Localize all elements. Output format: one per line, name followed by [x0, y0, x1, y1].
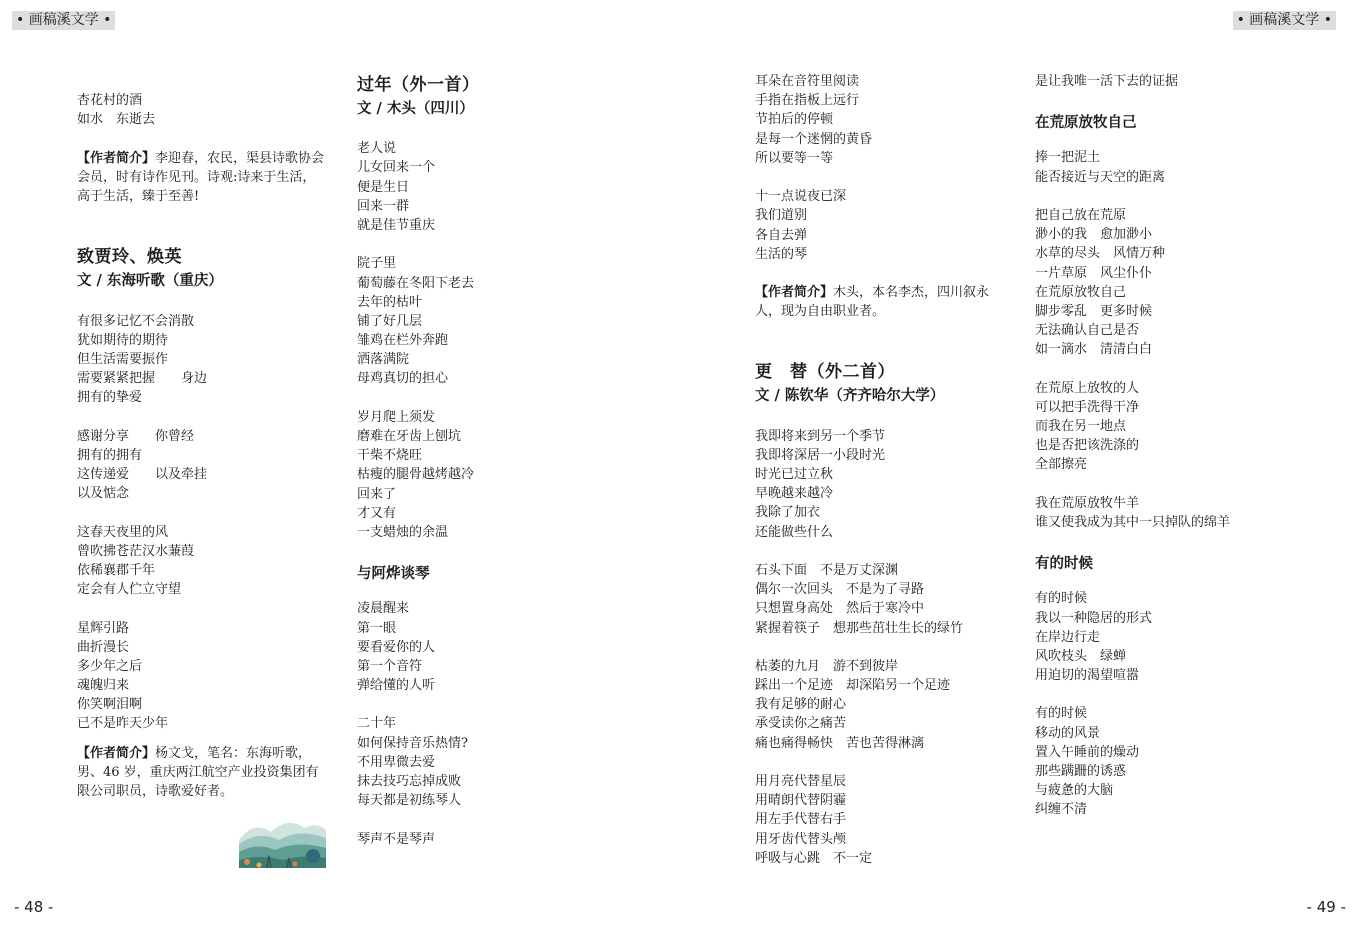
- poem-line: 感谢分享 你曾经: [77, 428, 195, 444]
- poem-line: 星辉引路: [77, 620, 130, 636]
- poem-body: [77, 312, 339, 734]
- header-journal-tag-left: • 画稿溪文学 •: [12, 11, 115, 30]
- stanza: [755, 72, 1025, 168]
- column-1: [77, 72, 339, 801]
- bio-label: 【作者简介】: [77, 745, 156, 761]
- poem-line: 是每一个迷惘的黄昏: [755, 131, 873, 147]
- stanza: [77, 523, 339, 600]
- poem-line: 弹给懂的人听: [357, 678, 436, 694]
- poem-line: 才又有: [357, 505, 397, 521]
- poem-line: 干柴不烧旺: [357, 448, 423, 464]
- poem-line: 已不是昨天少年: [77, 716, 169, 732]
- poem-line: 需要紧紧把握 身边: [77, 371, 208, 387]
- poem-line: 魂魄归来: [77, 678, 130, 694]
- poem-line: 枯萎的九月 游不到彼岸: [755, 658, 899, 674]
- poem-line: 捧一把泥土: [1035, 150, 1101, 166]
- stanza: [755, 772, 1025, 868]
- poem-author: 文 / 东海听歌（重庆）: [77, 272, 223, 290]
- poem-line: 洒落满院: [357, 352, 410, 368]
- poem-line: 院子里: [357, 256, 397, 272]
- poem-line: 与疲惫的大脑: [1035, 783, 1114, 799]
- poem-line: 那些蹒跚的诱惑: [1035, 764, 1127, 779]
- intro-lines: [1035, 72, 1315, 91]
- poem-line: 早晚越来越冷: [755, 486, 834, 502]
- poem-body: [1035, 148, 1315, 532]
- poem-line: 你笑啊泪啊: [77, 697, 143, 713]
- intro-lines: [77, 91, 339, 129]
- page-number-left: - 48 -: [14, 898, 54, 916]
- poem-line: 便是生日: [357, 179, 410, 195]
- poem-line: 岁月爬上须发: [357, 409, 436, 425]
- poem-line: 我即将深居一小段时光: [755, 447, 886, 463]
- poem-line: 我有足够的耐心: [755, 697, 847, 713]
- poem-line: 也是否把该洗涤的: [1035, 438, 1140, 454]
- poem-line: 而我在另一地点: [1035, 419, 1127, 434]
- poem-line: 把自己放在荒原: [1035, 207, 1127, 223]
- poem-line: 时光已过立秋: [755, 467, 834, 483]
- author-bio: [755, 283, 1005, 321]
- poem-line: 老人说: [357, 141, 397, 157]
- poem-line: 要看爱你的人: [357, 639, 436, 655]
- poem-body: [755, 72, 1025, 283]
- poem-line: 依稀襄郡千年: [77, 562, 156, 578]
- poem-body: [1035, 589, 1315, 819]
- poem-line: 石头下面 不是万丈深渊: [755, 562, 899, 578]
- author-bio: [77, 744, 327, 802]
- poem-line: 不用卑微去爱: [357, 754, 436, 770]
- bio-label: 【作者简介】: [77, 150, 156, 166]
- poem-line: 有的时候: [1035, 706, 1088, 722]
- stanza: [357, 139, 619, 235]
- poem-line: 抹去技巧忘掉成败: [357, 774, 462, 789]
- poem-line: 耳朵在音符里阅读: [755, 74, 860, 89]
- poem-line: 磨难在牙齿上刨坑: [357, 429, 462, 444]
- page-number-right: - 49 -: [1306, 898, 1346, 916]
- stanza: [357, 714, 619, 810]
- poem-line: 只想置身高处 然后于寒冷中: [755, 601, 925, 617]
- poem-line: 用月亮代替星辰: [755, 774, 847, 790]
- poem-line: 紧握着筷子 想那些茁壮生长的绿竹: [755, 620, 964, 636]
- poem-line: 移动的风景: [1035, 725, 1101, 741]
- poem-line: 节拍后的停顿: [755, 112, 834, 128]
- poem-line: 有的时候: [1035, 591, 1088, 607]
- stanza: [77, 312, 339, 408]
- poem-line: 在荒原放牧自己: [1035, 284, 1127, 300]
- poem-title: 致贾玲、焕英: [77, 247, 182, 268]
- poem-line: 承受读你之痛苦: [755, 716, 847, 732]
- poem-line: 痛也痛得畅快 苦也苦得淋漓: [755, 735, 925, 751]
- poem-line: 拥有的挚爱: [77, 390, 143, 406]
- column-2: [357, 72, 619, 849]
- column-4: [1035, 72, 1315, 820]
- poem-line: 第一个音符: [357, 658, 423, 674]
- bio-text: 李迎春，农民，渠县诗歌协会会员，时有诗作见刊。诗观:诗来于生活，高于生活，臻于至善!: [77, 150, 325, 205]
- poem-line: 凌晨醒来: [357, 601, 410, 617]
- poem-line: 渺小的我 愈加渺小: [1035, 227, 1153, 243]
- stanza: [77, 427, 339, 504]
- poem-line: 我们道别: [755, 208, 808, 224]
- poem-line: 一支蜡烛的余温: [357, 524, 449, 540]
- poem-line: 可以把手洗得干净: [1035, 399, 1140, 415]
- poem-line: 如一滴水 清清白白: [1035, 342, 1153, 358]
- poem-line: 以及惦念: [77, 486, 130, 502]
- poem-title: 过年（外一首）: [357, 75, 480, 95]
- poem-line: 我除了加衣: [755, 505, 821, 521]
- poem-line: 犹如期待的期待: [77, 332, 169, 348]
- stanza: [1035, 589, 1315, 685]
- poem-title: 有的时候: [1035, 555, 1093, 573]
- poem-line: 纠缠不清: [1035, 802, 1088, 818]
- bio-label: 【作者简介】: [755, 285, 834, 301]
- poem-line: 呼吸与心跳 不一定: [755, 850, 873, 866]
- poem-line: 是让我唯一活下去的证据: [1035, 74, 1179, 89]
- poem-line: 如水 东逝去: [77, 112, 156, 128]
- stanza: [357, 408, 619, 542]
- poem-title: 更 替（外二首）: [755, 362, 895, 383]
- poem-line: 用左手代替右手: [755, 812, 847, 828]
- poem-title: 在荒原放牧自己: [1035, 114, 1137, 132]
- poem-line: 曾吹拂苍茫汉水蒹葭: [77, 543, 195, 559]
- poem-line: 还能做些什么: [755, 524, 834, 540]
- stanza: [357, 599, 619, 695]
- bio-text: 杨文戈，笔名：东海听歌，男、46 岁，重庆两江航空产业投资集团有限公司职员，诗歌爱好者。: [77, 745, 319, 800]
- poem-line: 置入午睡前的燥动: [1035, 744, 1140, 760]
- poem-line: 全部擦亮: [1035, 457, 1088, 473]
- poem-line: 十一点说夜已深: [755, 189, 847, 205]
- poem-line: 曲折漫长: [77, 639, 130, 655]
- poem-line: 在岸边行走: [1035, 629, 1101, 645]
- poem-line: 定会有人伫立守望: [77, 582, 182, 598]
- poem-body: [755, 427, 1025, 868]
- poem-body: [357, 139, 619, 542]
- poem-line: 能否接近与天空的距离: [1035, 169, 1166, 185]
- poem-line: 在荒原上放牧的人: [1035, 380, 1140, 396]
- poem-line: 枯瘦的腿骨越烤越冷: [357, 467, 475, 483]
- poem-line: 风吹枝头 绿蝉: [1035, 648, 1127, 664]
- poem-line: 雏鸡在栏外奔跑: [357, 333, 449, 349]
- stanza: [1035, 494, 1315, 532]
- poem-line: 二十年: [357, 716, 397, 732]
- poem-title: 与阿烨谈琴: [357, 565, 430, 583]
- poem-line: 谁又使我成为其中一只掉队的绵羊: [1035, 514, 1231, 530]
- stanza: [357, 830, 619, 849]
- poem-line: 水草的尽头 风情万种: [1035, 246, 1166, 262]
- poem-line: 葡萄藤在冬阳下老去: [357, 275, 475, 291]
- poem-line: 琴声不是琴声: [357, 831, 436, 847]
- stanza: [1035, 379, 1315, 475]
- poem-line: 但生活需要振作: [77, 351, 169, 367]
- poem-line: 手指在指板上远行: [755, 93, 860, 109]
- author-bio: [77, 149, 327, 207]
- poem-line: 偶尔一次回头 不是为了寻路: [755, 582, 925, 598]
- poem-line: 去年的枯叶: [357, 294, 423, 310]
- poem-line: 就是佳节重庆: [357, 217, 436, 233]
- poem-line: 用晴朗代替阴霾: [755, 793, 847, 809]
- poem-line: 所以要等一等: [755, 150, 834, 166]
- poem-line: 杏花村的酒: [77, 93, 143, 109]
- poem-line: 回来了: [357, 486, 397, 502]
- stanza: [755, 657, 1025, 753]
- stanza: [1035, 148, 1315, 186]
- stanza: [755, 561, 1025, 638]
- poem-line: 生活的琴: [755, 246, 808, 262]
- poem-author: 文 / 木头（四川）: [357, 100, 474, 117]
- poem-line: 用牙齿代替头颅: [755, 831, 847, 847]
- header-journal-tag-right: • 画稿溪文学 •: [1233, 11, 1336, 30]
- stanza: [357, 254, 619, 388]
- stanza: [1035, 704, 1315, 819]
- poem-line: 儿女回来一个: [357, 160, 436, 176]
- poem-line: 如何保持音乐热情?: [357, 735, 468, 751]
- stanza: [77, 619, 339, 734]
- column-3: [755, 72, 1025, 868]
- poem-line: 这传递爱 以及牵挂: [77, 467, 208, 483]
- poem-line: 用迫切的渴望喧嚣: [1035, 668, 1140, 684]
- poem-body: [357, 599, 619, 848]
- poem-line: 拥有的拥有: [77, 447, 143, 463]
- landscape-illustration: [239, 810, 326, 868]
- poem-line: 各自去弹: [755, 227, 808, 243]
- bio-text: 木头，本名李杰，四川叙永人，现为自由职业者。: [755, 285, 990, 320]
- poem-line: 第一眼: [357, 620, 397, 636]
- poem-line: 每天都是初练琴人: [357, 793, 462, 809]
- stanza: [755, 427, 1025, 542]
- poem-line: 一片草原 风尘仆仆: [1035, 265, 1153, 281]
- poem-line: 无法确认自己是否: [1035, 323, 1140, 339]
- poem-line: 脚步零乱 更多时候: [1035, 303, 1153, 319]
- poem-line: 踩出一个足迹 却深陷另一个足迹: [755, 678, 951, 694]
- poem-line: 我以一种隐居的形式: [1035, 610, 1153, 626]
- poem-line: 母鸡真切的担心: [357, 371, 449, 387]
- poem-line: 有很多记忆不会消散: [77, 313, 195, 329]
- poem-line: 这春天夜里的风: [77, 524, 169, 540]
- stanza: [1035, 206, 1315, 360]
- poem-line: 铺了好几层: [357, 313, 423, 329]
- poem-line: 我在荒原放牧牛羊: [1035, 495, 1140, 511]
- poem-line: 多少年之后: [77, 658, 143, 674]
- poem-line: 回来一群: [357, 198, 410, 214]
- stanza: [755, 187, 1025, 264]
- poem-author: 文 / 陈钦华（齐齐哈尔大学）: [755, 387, 945, 405]
- poem-line: 我即将来到另一个季节: [755, 428, 886, 444]
